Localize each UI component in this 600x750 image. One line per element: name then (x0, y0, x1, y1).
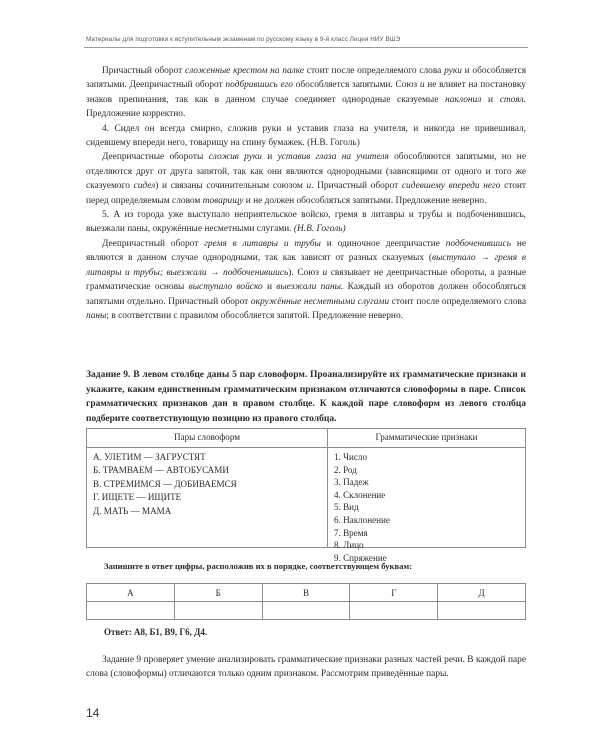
header-rule (84, 47, 528, 48)
text-run: не влияет на постановку знаков препинания, так как в данном случае соединяет однородные сказуемые (86, 80, 526, 105)
feature-item: 2. Род (334, 464, 357, 475)
answer-letter-cell: В (262, 584, 350, 602)
italic-run: уставив глаза на учителя (277, 152, 389, 163)
text-run: связывает не деепричастные обороты, а разные грамматические основы (86, 267, 526, 293)
task-9-statement: Задание 9. В левом столбце даны 5 пар словоформ. Проанализируйте их грамматические признаки и укажите, каким единственным грамматическим признаком отличаются словоформы в паре. Список грамматических признаков дан в правом столбце. К каждой паре словоформ из левого столбца подберите соответствующую позицию из правого столбца. (86, 370, 526, 424)
text-run: и одиночное деепричастие (320, 238, 446, 249)
feature-item: 8. Лицо (334, 540, 364, 551)
italic-run: окружённые несметными слугами (250, 296, 390, 307)
column-header-features: Грамматические признаки (375, 432, 478, 442)
feature-item: 3. Падеж (334, 477, 369, 488)
pair-item: Б. ТРАМВАЕМ — АВТОБУСАМИ (93, 465, 229, 476)
text-run: стоит после определяемого слова (304, 66, 445, 76)
text-run: Предложение корректно. (86, 109, 186, 120)
text-run: и не должен обособляться запятыми. Предложение неверно. (243, 195, 487, 206)
answer-blank-cell (87, 602, 175, 620)
italic-run: сложенные крестом на палке (184, 66, 305, 76)
body-paragraph (86, 237, 526, 323)
body-paragraph (86, 150, 526, 208)
italic-run: выезжали паны. (276, 282, 344, 293)
text-run: 4. Сидел он всегда смирно, сложив руки и уставив глаза на учителя, и никогда не привешивал, сидевшему впереди него, товарищу на спину бумажек. (Н.В. Гоголь) (86, 123, 526, 149)
closing-text (86, 653, 526, 682)
answer-letter-cell: Д (438, 584, 526, 602)
pairs-list (93, 451, 237, 518)
answer-blank-cell (174, 602, 262, 620)
feature-item: 5. Вид (334, 502, 359, 513)
italic-run: подбоченившись (445, 238, 511, 249)
body-paragraph (86, 122, 526, 151)
text-run: обособляются запятыми, но не отделяются друг от друга запятой, так как они являются однородными (зависящими от одного и того же сказуемого (86, 152, 526, 192)
italic-run: и (322, 267, 328, 278)
table-column-divider (327, 429, 328, 547)
italic-run: сидел (133, 181, 156, 192)
pair-item: Г. ИЩЕТЕ — ИЩИТЕ (93, 492, 182, 503)
text-run: не являются в данном случае однородными, так как зависят от разных сказуемых ( (86, 238, 526, 264)
answer-grid (86, 583, 526, 620)
closing-paragraph: Задание 9 проверяет умение анализировать грамматические признаки разных частей речи. В каждой паре слова (словоформы) отличаются только одним признаком. Рассмотрим приведённые пары. (86, 655, 526, 680)
text-run: и (261, 152, 278, 163)
text-run: стоит перед определяемым словом (86, 181, 526, 206)
italic-run: подбрившись его (225, 80, 293, 91)
feature-item: 9. Спряжение (334, 552, 387, 563)
answer-letter-cell: А (87, 584, 175, 602)
body-paragraph (86, 208, 526, 237)
pair-item: Д. МАТЬ — МАМА (93, 505, 172, 516)
italic-run: гремя в литавры и трубы (204, 238, 321, 249)
page-number: 14 (86, 706, 100, 720)
italic-run: товарищу (202, 195, 244, 206)
text-run: ) и связаны сочинительным союзом (155, 181, 307, 192)
answer-grid-letters-row (87, 584, 526, 602)
table-header-rule (87, 447, 525, 448)
answer-blank-cell (350, 602, 438, 620)
running-header: Материалы для подготовки к вступительным экзаменам по русскому языку в 9-й класс Лицея НИУ ВШЭ (86, 36, 401, 43)
text-run: ; в соответствии с правилом обособляется запятой. Предложение неверно. (106, 310, 403, 321)
answer-letter-cell: Г (350, 584, 438, 602)
feature-item: 4. Склонение (334, 489, 386, 500)
feature-item: 7. Время (334, 527, 368, 538)
feature-item: 6. Наклонение (334, 514, 390, 525)
answer-blank-cell (438, 602, 526, 620)
text-run: и (262, 282, 277, 293)
text-run: Деепричастные обороты (102, 152, 209, 163)
answer-grid-empty-row (87, 602, 526, 620)
answer-instruction: Запишите в ответ цифры, расположив их в порядке, соответствующем буквам: (104, 561, 413, 571)
text-run: . Причастный оборот (311, 181, 402, 192)
answer-line: Ответ: А8, Б1, В9, Г6, Д4. (104, 627, 208, 637)
text-run: и (481, 94, 500, 105)
italic-run: выступало войско (188, 282, 263, 293)
text-run: стоит после определяемого слова (389, 296, 526, 307)
word-pairs-table (86, 428, 526, 563)
body-text (86, 64, 526, 323)
italic-run: паны (86, 310, 107, 321)
pair-item: В. СТРЕМИМСЯ — ДОБИВАЕМСЯ (93, 478, 237, 489)
body-paragraph (86, 64, 526, 122)
text-run: и обособляется запятыми. Деепричастный оборот (86, 66, 527, 91)
italic-run: наклонил (445, 94, 482, 105)
italic-run: стоял. (499, 94, 526, 105)
italic-run: и (419, 80, 425, 91)
text-run: 5. А из города уже выступало неприятельское войско, гремя в литавры и трубы и подбоченившись, выезжали паны, окружённые несметными слугами. (86, 210, 526, 235)
italic-run: сложив руки (208, 152, 262, 163)
italic-run: выступало → гремя в литавры и трубы; выезжали → подбоченившись (86, 253, 526, 278)
feature-item: 1. Число (334, 452, 367, 462)
features-list (334, 451, 390, 564)
pair-item: А. УЛЕТИМ — ЗАГРУСТЯТ (93, 452, 206, 462)
italic-run: руки (444, 66, 462, 76)
text-run: Причастный оборот (102, 66, 185, 76)
answer-letter-cell: Б (174, 584, 262, 602)
text-run: обособляется запятыми. Союз (292, 80, 420, 91)
column-header-pairs: Пары словоформ (173, 432, 241, 442)
text-run: Деепричастный оборот (102, 238, 205, 249)
italic-run: и (306, 181, 312, 192)
text-run: Каждый из оборотов должен обособляться запятыми отдельно. Причастный оборот (86, 282, 526, 307)
italic-run: (Н.В. Гоголь) (293, 224, 346, 235)
italic-run: сидевшему впереди него (401, 181, 501, 192)
answer-blank-cell (262, 602, 350, 620)
text-run: ). Союз (288, 267, 323, 278)
